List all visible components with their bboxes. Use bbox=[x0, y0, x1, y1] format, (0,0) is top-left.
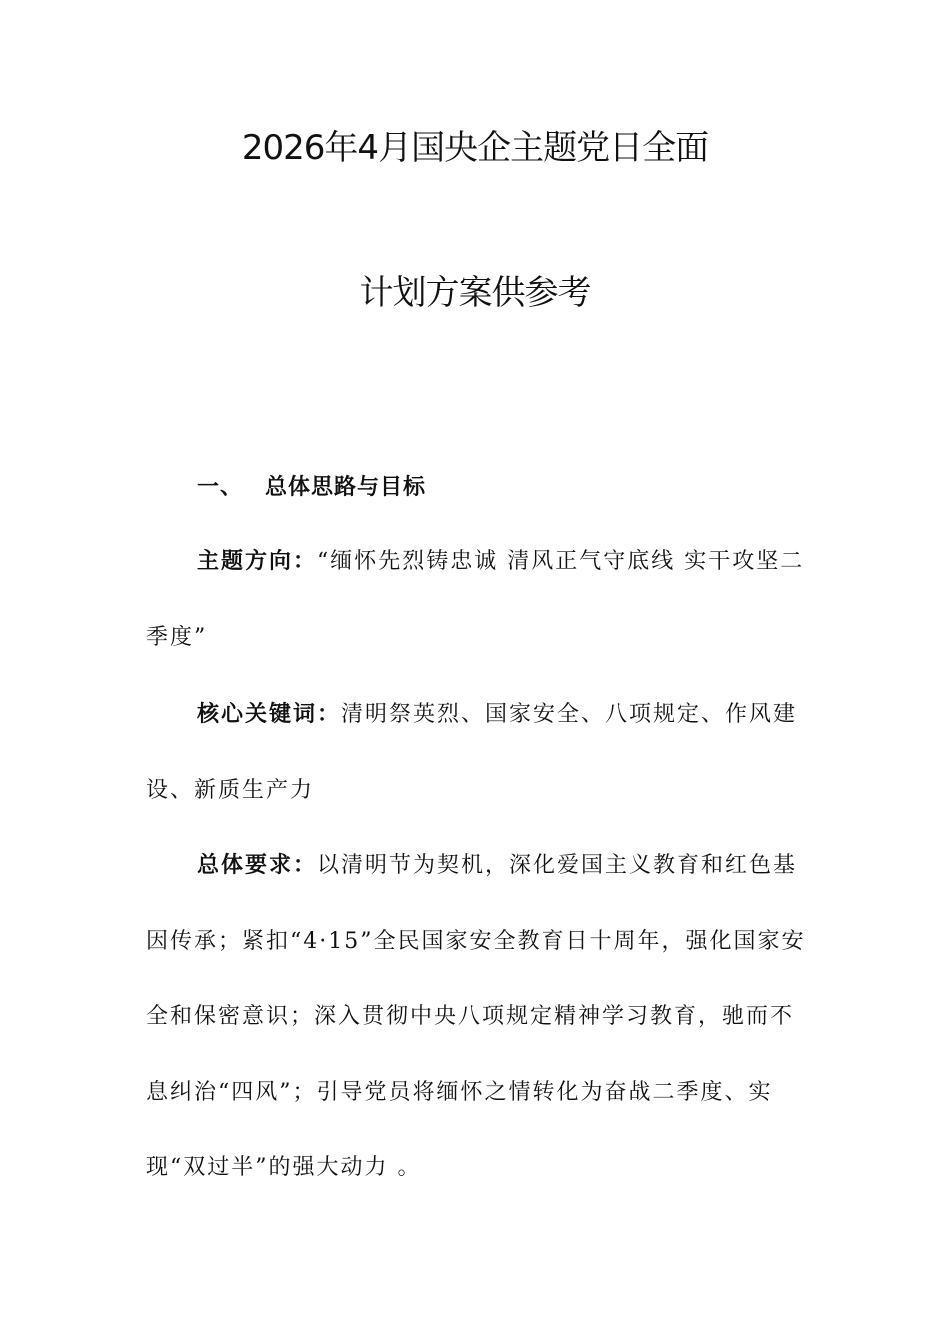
paragraph-overall-requirements bbox=[146, 828, 806, 1206]
paragraph-text: “缅怀先烈铸忠诚 清风正气守底线 实干攻坚二季度” bbox=[146, 549, 805, 650]
document-title-line-2: 计划方案供参考 bbox=[359, 273, 591, 313]
paragraph-theme-direction bbox=[146, 524, 806, 675]
section-heading bbox=[197, 470, 426, 501]
paragraph-text: 以清明节为契机，深化爱国主义教育和红色基因传承；紧扣“4·15”全民国家安全教育日十周年，强化国家安全和保密意识；深入贯彻中央八项规定精神学习教育，驰而不息纠治“四风”；引导党员将缅怀之情转化为奋战二季度、实现“双过半”的强大动力 。 bbox=[146, 853, 806, 1180]
paragraph-label: 主题方向： bbox=[197, 548, 318, 574]
paragraph-text: 清明祭英烈、国家安全、八项规定、作风建设、新质生产力 bbox=[146, 702, 798, 803]
section-number: 一、 bbox=[197, 474, 244, 500]
paragraph-core-keywords bbox=[146, 677, 806, 828]
document-title-line-1: 2026年4月国央企主题党日全面 bbox=[241, 128, 709, 168]
paragraph-label: 核心关键词： bbox=[197, 701, 342, 727]
paragraph-label: 总体要求： bbox=[197, 852, 318, 878]
section-heading-text: 总体思路与目标 bbox=[265, 474, 427, 500]
